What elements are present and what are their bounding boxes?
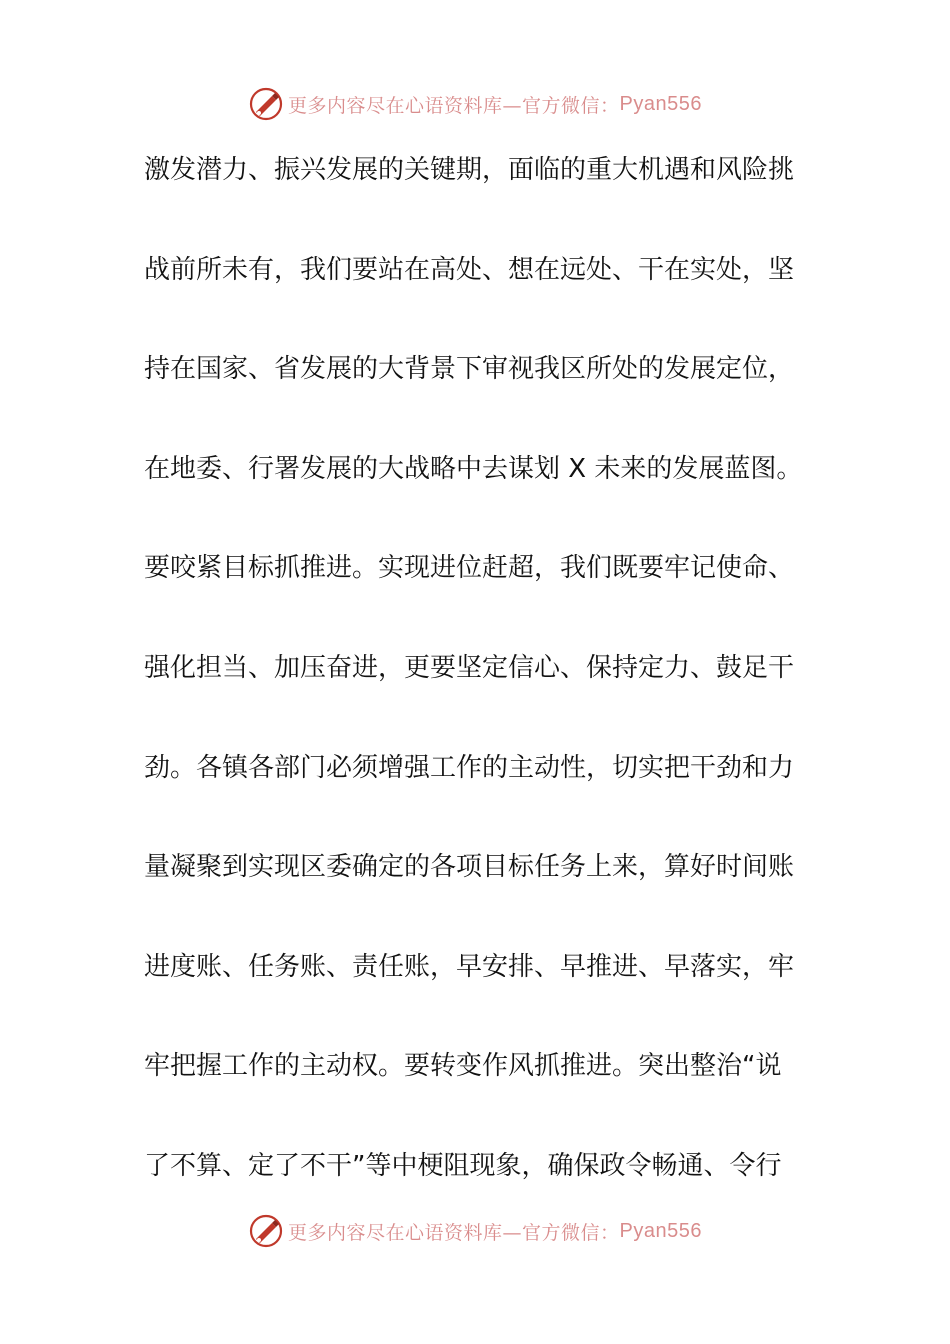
text-line: 进度账、任务账、责任账，早安排、早推进、早落实，牢 [144,951,795,982]
watermark-text: 更多内容尽在心语资料库—官方微信： [288,94,620,117]
text-line: 量凝聚到实现区委确定的各项目标任务上来，算好时间账 [144,852,795,883]
text-line: 了不算、定了不干”等中梗阻现象，确保政令畅通、令行 [144,1150,782,1181]
pen-logo-icon [248,86,284,122]
pen-logo-icon [248,1213,284,1249]
watermark-wechat-id: Pyan556 [619,92,702,115]
header-watermark [0,84,950,124]
document-body [144,150,806,1246]
text-line: 在地委、行署发展的大战略中去谋划 X 未来的发展蓝图。 [144,453,803,484]
text-line: 强化担当、加压奋进，更要坚定信心、保持定力、鼓足干 [144,652,795,683]
watermark-wechat-id: Pyan556 [619,1219,702,1242]
text-line: 持在国家、省发展的大背景下审视我区所处的发展定位， [144,354,795,385]
text-line: 战前所未有，我们要站在高处、想在远处、干在实处，坚 [144,254,795,285]
text-line: 激发潜力、振兴发展的关键期，面临的重大机遇和风险挑 [144,155,795,185]
text-line: 要咬紧目标抓推进。实现进位赶超，我们既要牢记使命、 [144,553,795,584]
footer-watermark [0,1211,950,1251]
watermark-text: 更多内容尽在心语资料库—官方微信： [288,1221,620,1244]
text-line: 牢把握工作的主动权。要转变作风抓推进。突出整治“说 [144,1051,782,1082]
text-line: 劲。各镇各部门必须增强工作的主动性，切实把干劲和力 [144,752,795,783]
